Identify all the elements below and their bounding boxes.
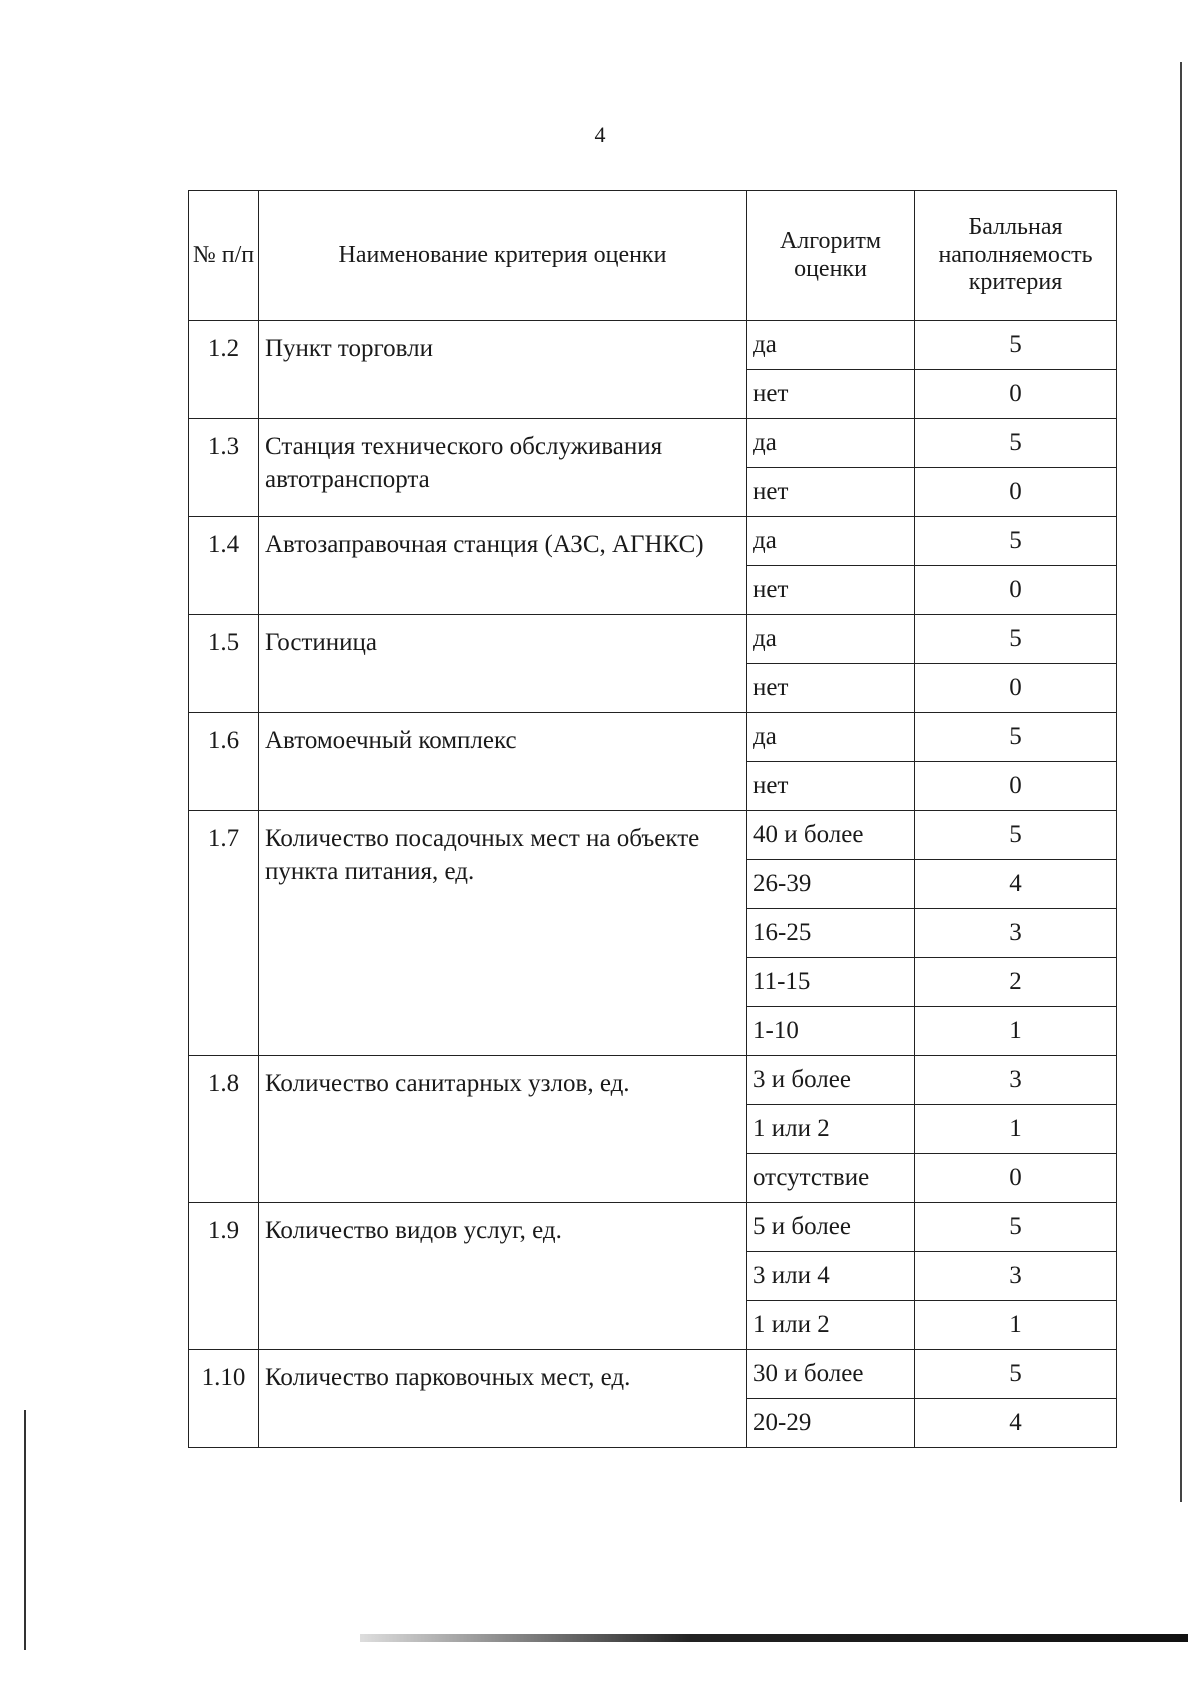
criterion-number: 1.10 — [189, 1350, 259, 1448]
criterion-number: 1.6 — [189, 713, 259, 811]
criterion-number: 1.8 — [189, 1056, 259, 1203]
scan-edge-left — [24, 1410, 26, 1650]
table-body — [189, 321, 1117, 1448]
score-value: 5 — [915, 615, 1117, 664]
table-row — [189, 1056, 1117, 1105]
score-value: 1 — [915, 1007, 1117, 1056]
algorithm-option: 11-15 — [747, 958, 915, 1007]
criterion-number: 1.2 — [189, 321, 259, 419]
algorithm-option: 1 или 2 — [747, 1105, 915, 1154]
criterion-name: Количество санитарных узлов, ед. — [259, 1056, 747, 1203]
table-row — [189, 517, 1117, 566]
criterion-name: Автомоечный комплекс — [259, 713, 747, 811]
table-header-row — [189, 191, 1117, 321]
score-value: 5 — [915, 517, 1117, 566]
score-value: 5 — [915, 1203, 1117, 1252]
table-row — [189, 321, 1117, 370]
algorithm-option: нет — [747, 468, 915, 517]
algorithm-option: нет — [747, 762, 915, 811]
score-value: 5 — [915, 419, 1117, 468]
score-value: 0 — [915, 468, 1117, 517]
algorithm-option: да — [747, 419, 915, 468]
score-value: 0 — [915, 370, 1117, 419]
score-value: 2 — [915, 958, 1117, 1007]
criterion-number: 1.3 — [189, 419, 259, 517]
criterion-name: Количество парковочных мест, ед. — [259, 1350, 747, 1448]
criterion-number: 1.7 — [189, 811, 259, 1056]
algorithm-option: да — [747, 321, 915, 370]
page-number: 4 — [594, 122, 606, 147]
score-value: 0 — [915, 762, 1117, 811]
header-num: № п/п — [189, 191, 259, 321]
algorithm-option: нет — [747, 566, 915, 615]
score-value: 3 — [915, 909, 1117, 958]
algorithm-option: 1 или 2 — [747, 1301, 915, 1350]
score-value: 4 — [915, 1399, 1117, 1448]
criterion-name: Станция технического обслуживания автотранспорта — [259, 419, 747, 517]
table-row — [189, 615, 1117, 664]
header-algorithm: Алгоритм оценки — [747, 191, 915, 321]
scan-edge-bottom — [360, 1634, 1188, 1642]
algorithm-option: 1-10 — [747, 1007, 915, 1056]
criterion-name: Гостиница — [259, 615, 747, 713]
score-value: 1 — [915, 1105, 1117, 1154]
table-row — [189, 1203, 1117, 1252]
algorithm-option: нет — [747, 370, 915, 419]
algorithm-option: 3 и более — [747, 1056, 915, 1105]
score-value: 5 — [915, 811, 1117, 860]
algorithm-option: 40 и более — [747, 811, 915, 860]
algorithm-option: да — [747, 615, 915, 664]
table-row — [189, 713, 1117, 762]
score-value: 3 — [915, 1056, 1117, 1105]
algorithm-option: нет — [747, 664, 915, 713]
algorithm-option: да — [747, 517, 915, 566]
table-row — [189, 1350, 1117, 1399]
algorithm-option: отсутствие — [747, 1154, 915, 1203]
score-value: 4 — [915, 860, 1117, 909]
criterion-number: 1.9 — [189, 1203, 259, 1350]
score-value: 0 — [915, 664, 1117, 713]
criterion-name: Пункт торговли — [259, 321, 747, 419]
score-value: 0 — [915, 1154, 1117, 1203]
table-row — [189, 811, 1117, 860]
scan-edge-right — [1180, 62, 1182, 1502]
algorithm-option: 16-25 — [747, 909, 915, 958]
algorithm-option: да — [747, 713, 915, 762]
algorithm-option: 5 и более — [747, 1203, 915, 1252]
header-score: Балльная наполняемость критерия — [915, 191, 1117, 321]
score-value: 5 — [915, 321, 1117, 370]
score-value: 1 — [915, 1301, 1117, 1350]
algorithm-option: 3 или 4 — [747, 1252, 915, 1301]
criterion-number: 1.4 — [189, 517, 259, 615]
criterion-name: Количество видов услуг, ед. — [259, 1203, 747, 1350]
score-value: 5 — [915, 713, 1117, 762]
algorithm-option: 20-29 — [747, 1399, 915, 1448]
algorithm-option: 30 и более — [747, 1350, 915, 1399]
table-row — [189, 419, 1117, 468]
criterion-name: Количество посадочных мест на объекте пункта питания, ед. — [259, 811, 747, 1056]
criterion-name: Автозаправочная станция (АЗС, АГНКС) — [259, 517, 747, 615]
criterion-number: 1.5 — [189, 615, 259, 713]
header-name: Наименование критерия оценки — [259, 191, 747, 321]
score-value: 0 — [915, 566, 1117, 615]
algorithm-option: 26-39 — [747, 860, 915, 909]
score-value: 5 — [915, 1350, 1117, 1399]
score-value: 3 — [915, 1252, 1117, 1301]
criteria-table — [188, 190, 1117, 1448]
